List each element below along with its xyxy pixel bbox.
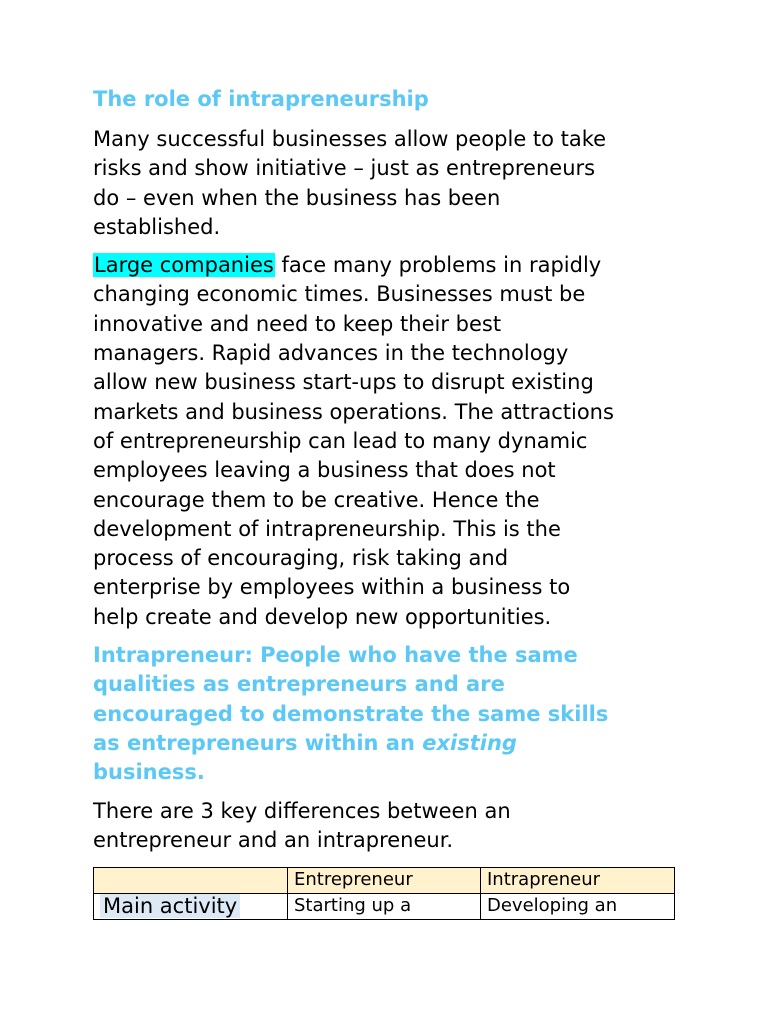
text-line xyxy=(93,251,693,280)
paragraph-large-companies xyxy=(93,251,693,632)
row-label-text: Main activity xyxy=(100,894,240,918)
highlighted-text: Large companies xyxy=(94,253,274,278)
text-line: development of intrapreneurship. This is the xyxy=(93,516,561,541)
text-line: encourage them to be creative. Hence the xyxy=(93,487,540,512)
text-line: risks and show initiative – just as entrepreneurs xyxy=(93,156,596,181)
text-line: employees leaving a business that does not xyxy=(93,458,556,483)
comparison-table xyxy=(93,867,675,920)
table-header-cell: Intrapreneur xyxy=(481,868,675,894)
text-line: entrepreneur and an intrapreneur. xyxy=(93,827,454,852)
text-line: changing economic times. Businesses must be xyxy=(93,282,586,307)
text-run: as entrepreneurs within an xyxy=(93,730,423,755)
table-header-cell xyxy=(94,868,288,894)
table-row-label xyxy=(94,894,288,920)
table-cell: Starting up a xyxy=(288,894,481,920)
text-line: enterprise by employees within a business to xyxy=(93,575,571,600)
table-header-cell: Entrepreneur xyxy=(288,868,481,894)
text-line: markets and business operations. The attractions xyxy=(93,399,614,424)
text-line: Many successful businesses allow people to take xyxy=(93,127,607,151)
text-line: of entrepreneurship can lead to many dynamic xyxy=(93,428,588,453)
emphasis-text: existing xyxy=(422,730,517,755)
paragraph-intro xyxy=(93,125,693,242)
text-line: business. xyxy=(93,760,205,785)
text-line: managers. Rapid advances in the technology xyxy=(93,341,569,366)
text-line: allow new business start-ups to disrupt existing xyxy=(93,370,594,395)
text-line: process of encouraging, risk taking and xyxy=(93,546,509,571)
table-header-row xyxy=(94,868,675,894)
text-line: innovative and need to keep their best xyxy=(93,311,502,336)
table-row xyxy=(94,894,675,920)
paragraph-differences xyxy=(93,797,693,856)
text-line xyxy=(93,729,693,758)
text-run: face many problems in rapidly xyxy=(274,253,602,278)
text-line: encouraged to demonstrate the same skills xyxy=(93,701,609,726)
table-cell: Developing an xyxy=(481,894,675,920)
text-line: There are 3 key differences between an xyxy=(93,798,511,823)
section-heading: The role of intrapreneurship xyxy=(93,87,429,111)
text-line: established. xyxy=(93,214,221,239)
text-line: Intrapreneur: People who have the same xyxy=(93,643,578,668)
text-line: qualities as entrepreneurs and are xyxy=(93,672,505,697)
text-line: do – even when the business has been xyxy=(93,185,501,210)
text-line: help create and develop new opportunities. xyxy=(93,604,552,629)
document-body xyxy=(93,84,693,864)
intrapreneur-definition xyxy=(93,641,693,787)
